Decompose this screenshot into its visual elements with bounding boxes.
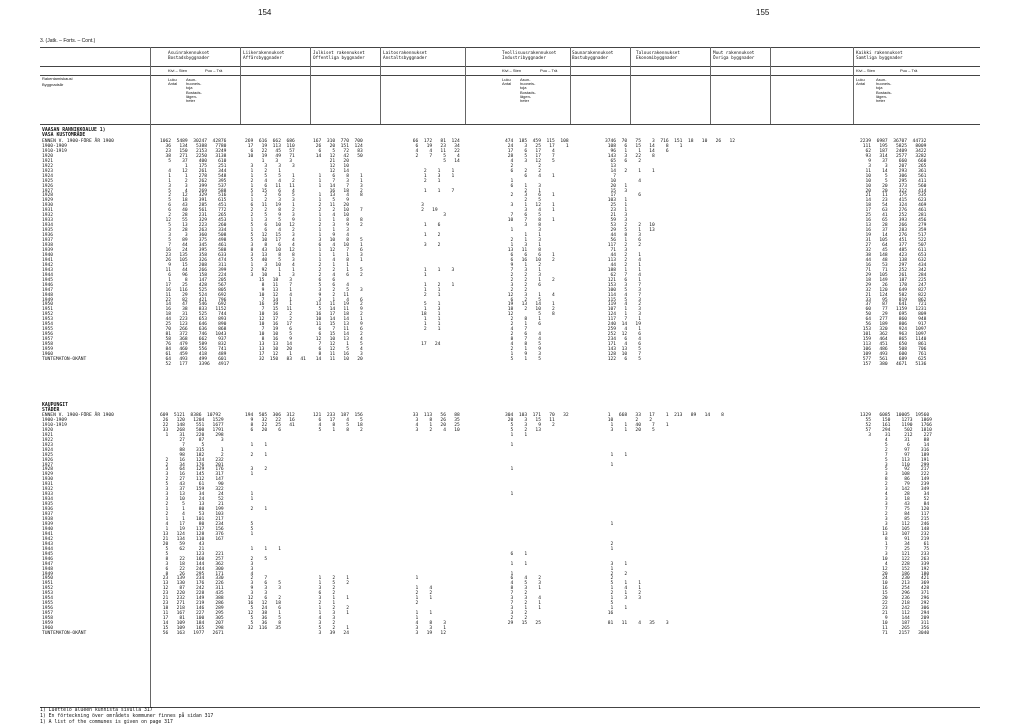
stub-divider [150, 47, 151, 707]
public-data: 121 233 187 156 6 17 4 5 4 8 5 18 5 1 8 2 1 2 1 1 5 2 3 2 6 2 3 1 1 2 1 1 2 2 1 3 1 4 3 3 2 5 2 1 3 39 24 [313, 413, 363, 636]
group-title: Kaikki rakennukset Samtliga byggnader [856, 51, 903, 61]
footnote-sv: 1) En förteckning över områdets kommuner finnes på sidan 317 [40, 714, 214, 719]
industrial-sauna-data: 474 185 459 115 108 24 3 25 17 1 17 6 17 4 28 5 17 7 4 3 12 5 2 2 6 2 2 6 4 1 1 6 1 3 2 1 2 3 6 1 2 5 3 1 12 1 3 4 1 7 6 5 10 7 8 1 3 8 1 3 1 1 2 1 3 1 3 1 13 11 8 6 6 6 1 6 16 10 2 9 1 2 7 3 1 2 2 3 2 2 1 2 3 2 6 2 2 12 3 1 4 6 2 5 19 13 14 1 18 2 10 2 12 5 8 2 8 1 2 1 6 4 7 2 6 4 8 7 4 4 8 5 2 1 9 1 9 3 5 1 5 [505, 139, 569, 362]
group-title: Teollisuusrakennukset Industribyggnader [502, 51, 557, 61]
dwelling-label: Asun- huoneis- toja Bostads- lägen- heter [186, 77, 202, 104]
col-divider [630, 47, 631, 124]
public-data: 167 310 770 700 26 20 151 124 6 5 72 83 14 12 42 50 21 20 12 10 12 14 1 6 8 1 1 7 3 1 1 14 7 3 16 18 2 1 13 4 8 1 5 9 2 11 20 2 2 10 7 1 4 10 1 1 8 8 2 3 9 2 1 1 3 1 9 4 3 10 8 5 6 4 10 1 1 12 7 6 1 1 1 3 1 4 8 1 2 1 1 2 2 1 5 2 4 6 2 6 6 5 6 4 3 2 5 3 9 2 11 3 1 4 6 11 11 19 2 5 14 11 9 16 17 18 2 10 14 14 1 11 15 13 9 6 7 11 6 6 15 14 2 12 10 13 4 7 12 1 5 6 12 5 4 8 11 16 3 14 11 10 20 [313, 139, 363, 362]
count-label: Luku Antal [502, 77, 512, 87]
col-divider [770, 47, 771, 124]
material-wood: Puu – Trä [540, 68, 558, 73]
section-title-coastal: VAASAN RANNIKKOALUE 1) VASA KUSTOMRÅDE [42, 128, 106, 139]
count-label: Luku Antal [168, 77, 178, 87]
group-title: Asuinrakennukset Bostadsbyggnader [168, 51, 210, 61]
total-data: 1329 6085 10005 19560 55 150 1273 1869 52 161 1190 1766 57 294 502 1810 3 31 212 227 4 31 88 5 6 14 2 97 316 7 97 189 5 113 191 3 110 299 5 92 217 3 108 222 8 86 149 2 79 239 3 142 349 4 28 34 3 18 52 3 43 84 7 75 120 2 84 117 3 85 215 3 112 246 16 105 148 13 107 232 8 91 219 1 34 61 7 25 75 3 121 233 10 122 263 4 228 339 12 152 192 20 186 180 24 230 421 10 213 369 16 254 428 15 296 371 20 236 296 22 218 292 23 242 306 21 112 294 9 144 209 10 187 311 11 265 356 71 2157 3040 [860, 413, 932, 636]
table-bottom-rule [40, 707, 980, 708]
col-divider [240, 47, 241, 124]
col-divider [710, 47, 711, 124]
stub-header-sv: Byggnadsår [42, 82, 64, 87]
group-title: Talousrakennukset Ekonomibyggnader [636, 51, 680, 61]
industrial-sauna-data: 304 103 171 70 32 20 3 15 11 5 3 9 2 5 2 13 1 1 1 1 1 6 1 1 1 1 6 4 2 4 5 3 8 3 1 7 2 3 3 4 7 2 1 3 1 1 3 2 2 2 29 15 25 [505, 413, 569, 627]
row-labels-towns: ENNEN V. 1900-FÖRE ÅR 1900 1900-1909 1910-1919 1920 1921 1922 1923 1924 1925 1926 1927 1928 1929 1930 1931 1932 1933 1934 1935 1936 1937 1938 1939 1940 1941 1942 1943 1944 1945 1946 1947 1948 1949 1950 1951 1952 1953 1954 1955 1956 1957 1958 1959 1960 TUNTEMATON-OKÄNT [42, 413, 114, 636]
count-label: Luku Antal [856, 77, 866, 87]
commercial-data: 269 616 662 686 17 19 113 110 6 22 45 57 10 19 49 71 1 3 3 3 3 3 3 1 2 1 1 5 5 1 2 4 4 2 1 6 11 11 5 15 6 4 1 2 6 5 1 2 3 3 6 11 19 1 2 2 8 2 2 5 9 3 1 3 5 9 5 6 10 12 1 6 4 2 5 12 15 3 5 10 17 4 3 8 6 4 8 43 10 12 3 13 8 8 5 40 5 3 1 3 10 4 2 92 1 1 3 10 1 3 15 18 3 8 11 7 9 13 1 10 12 4 7 14 1 16 19 1 7 15 11 10 16 2 12 17 2 10 16 17 7 19 6 10 10 5 8 16 9 13 13 14 13 10 20 17 12 1 32 150 83 41 [245, 139, 306, 362]
col-divider [310, 47, 311, 124]
dwelling-label: Asun- huoneis- toja Bostads- lägen- heter [876, 77, 892, 104]
left-page-number: 154 [258, 8, 272, 17]
material-stone: Kivi – Sten [168, 68, 188, 73]
header-bottom-rule [40, 124, 980, 125]
farm-other-data: 3746 70 75 3 716 151 18 10 26 12 108 6 15 14 8 1 96 1 1 14 6 143 3 22 8 65 6 2 13 14 2 1 1 7 10 4 20 1 15 3 17 6 103 1 25 1 23 1 21 3 59 3 53 2 2 10 29 5 1 13 44 8 3 56 1 6 117 2 2 71 3 44 2 1 113 2 4 44 2 1 188 1 1 62 7 4 121 6 1 153 3 7 100 5 3 114 4 7 115 5 3 119 4 2 107 1 3 124 1 3 117 7 1 240 14 19 259 4 1 252 12 6 234 6 4 171 4 6 143 13 5 128 10 7 122 6 5 [605, 139, 735, 362]
col-divider [853, 47, 854, 124]
group-title: Julkiset rakennukset Offentliga byggnader [313, 51, 365, 61]
footnote-fi: 1) Luettelo alueen kunnista sivulla 317 [40, 708, 153, 713]
farm-other-data: 1 668 33 17 1 213 89 14 8 10 2 2 1 1 40 7 1 3 1 20 5 1 1 1 1 2 1 3 1 1 2 2 2 5 1 1 1 4 1 2 1 2 1 3 3 5 1 1 16 81 11 4 35 3 [607, 413, 724, 627]
col-divider [465, 47, 466, 124]
right-page-number: 155 [756, 8, 770, 17]
dwelling-label: Asun- huoneis- toja Bostads- lägen- heter [520, 77, 536, 104]
section-title-towns: KAUPUNGIT STÄDER [42, 403, 68, 414]
header-top-rule [40, 47, 980, 48]
footnote-en: 1) A list of the communes is given on page 317 [40, 720, 173, 725]
residential-data: 1062 5489 30247 42876 36 134 5388 7780 23 150 2153 3249 38 271 2250 3138 5 37 400 610 1 175 251 4 12 261 344 1 1 278 548 1 2 262 395 3 3 399 537 5 4 269 588 2 12 329 516 5 18 391 615 6 43 285 451 6 40 561 772 2 28 231 265 12 55 329 453 5 13 223 260 3 28 263 334 3 3 360 508 5 89 375 498 7 44 345 461 16 24 395 588 23 135 358 633 26 105 326 474 9 15 208 311 11 44 266 399 6 96 158 224 1 8 147 205 17 25 428 567 16 116 525 805 11 29 524 692 22 82 421 796 14 47 546 692 16 38 833 1152 18 31 525 744 44 223 653 893 25 123 646 890 70 266 636 868 81 372 746 1043 58 368 662 937 76 479 589 832 84 460 556 741 61 459 418 489 64 493 499 601 52 177 3396 4917 [160, 139, 230, 367]
commercial-data: 194 505 306 312 9 32 22 16 8 22 25 41 6 20 6 1 1 2 1 3 2 1 1 1 2 1 5 5 1 1 1 1 2 5 3 3 4 2 7 3 6 5 9 3 3 3 3 12 6 2 16 12 18 5 24 6 12 38 1 5 36 5 5 36 8 32 116 35 [245, 413, 295, 631]
material-stone: Kivi – Sten [856, 68, 876, 73]
total-data: 2239 6987 36707 44732 111 195 5825 8009 62 187 2409 3422 93 314 2577 3282 9 37 660 660 3 3 207 265 11 14 293 361 10 5 306 561 10 5 295 411 10 20 373 560 20 20 322 414 21 11 175 535 14 23 415 623 18 54 324 469 17 63 276 461 25 41 252 281 16 65 393 456 13 28 266 279 16 37 283 359 19 14 276 517 31 105 451 522 27 64 377 507 32 45 485 611 38 148 423 653 44 48 138 632 16 53 297 434 71 71 252 342 29 105 261 284 18 149 187 225 29 26 178 247 32 120 649 827 21 124 582 822 33 95 819 862 37 87 641 721 60 77 1159 1231 50 29 695 809 64 277 860 948 56 189 806 917 153 320 924 1097 101 362 963 1097 159 464 865 1140 113 451 650 861 106 486 508 706 109 493 600 761 577 561 689 625 157 380 4671 5136 [860, 139, 927, 367]
col-divider [570, 47, 571, 124]
material-stone: Kivi – Sten [502, 68, 522, 73]
material-wood: Puu – Trä [205, 68, 223, 73]
header-mid-rule [40, 66, 980, 67]
institutional-data: 66 172 81 124 6 19 23 34 4 4 11 22 2 7 5 4 5 14 2 1 1 1 3 1 2 1 1 1 7 3 2 19 3 1 6 1 2 3 2 1 1 3 1 1 2 1 1 1 2 1 5 1 1 3 18 1 1 1 1 1 2 1 17 24 [412, 139, 460, 348]
table-label: 3. (Jatk. – Forts. – Cont.) [40, 38, 96, 44]
col-divider [380, 47, 381, 124]
group-title: Saunarakennukset Bastubyggnader [572, 51, 614, 61]
stub-header-fi: Rakentamiskausi [42, 76, 73, 81]
group-title: Liikerakennukset Affärsbyggnader [243, 51, 285, 61]
group-title: Muut rakennukset Övriga byggnader [713, 51, 755, 61]
material-wood: Puu – Trä [900, 68, 918, 73]
row-labels-coastal: ENNEN V. 1900-FÖRE ÅR 1900 1900-1909 1910-1919 1920 1921 1922 1923 1924 1925 1926 1927 1928 1929 1930 1931 1932 1933 1934 1935 1936 1937 1938 1939 1940 1941 1942 1943 1944 1945 1946 1947 1948 1949 1950 1951 1952 1953 1954 1955 1956 1957 1958 1959 1960 TUNTEMATON-OKÄNT [42, 139, 114, 362]
institutional-data: 33 113 56 88 3 8 26 35 4 1 20 25 3 2 4 10 1 1 4 2 2 1 1 2 1 1 1 4 8 3 3 3 1 3 19 12 [412, 413, 460, 636]
header-sub-rule [40, 75, 980, 76]
residential-data: 609 5121 8386 10792 26 120 1204 1529 22 148 551 1677 33 268 500 1791 1 31 220 298 27 87 3 7 5 88 315 1 98 182 2 2 16 124 232 2 34 176 201 3 64 129 176 3 16 145 317 2 27 112 147 5 43 61 90 3 37 159 322 3 13 34 24 3 10 24 52 2 5 13 21 1 1 80 199 2 4 53 103 1 1 101 217 4 17 80 234 1 19 117 156 13 124 128 376 21 134 110 167 20 59 43 5 62 21 5 123 221 8 22 160 257 3 18 144 362 6 22 244 300 8 26 295 171 23 139 234 330 13 130 176 226 12 87 242 311 23 220 228 435 21 232 149 388 23 271 219 286 18 218 146 289 11 167 227 295 17 81 100 305 14 109 184 207 15 109 165 298 56 163 1977 2671 [160, 413, 224, 636]
group-title: Laitosrakennukset Anstaltsbyggnader [383, 51, 427, 61]
